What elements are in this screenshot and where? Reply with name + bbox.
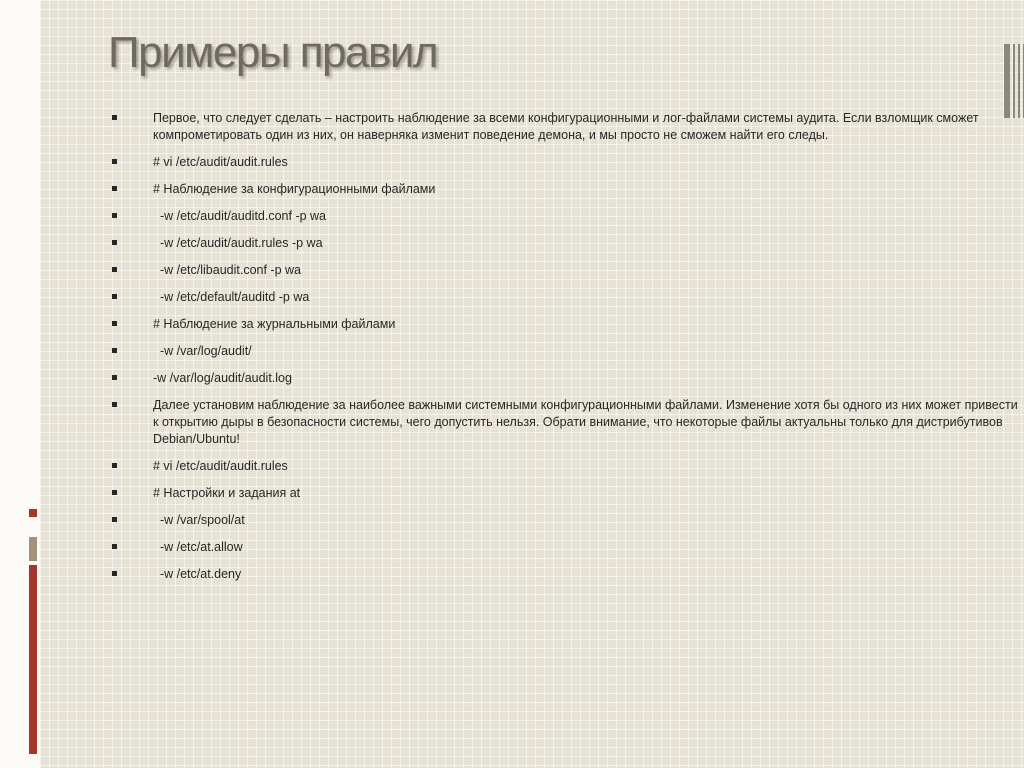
bullet-text: -w /etc/default/auditd -p wa (153, 290, 310, 304)
bullet-item (110, 539, 1024, 556)
bullet-marker-icon (112, 517, 117, 522)
bullet-item (110, 566, 1024, 583)
bullet-item (110, 154, 1024, 171)
bullet-marker-icon (112, 267, 117, 272)
bullet-item (110, 181, 1024, 198)
bullet-list (110, 110, 1024, 593)
bullet-item (110, 458, 1024, 475)
bullet-item (110, 370, 1024, 387)
bullet-marker-icon (112, 294, 117, 299)
bullet-marker-icon (112, 544, 117, 549)
bullet-marker-icon (112, 375, 117, 380)
bullet-marker-icon (112, 571, 117, 576)
bullet-item (110, 289, 1024, 306)
bullet-text: Первое, что следует сделать – настроить наблюдение за всеми конфигурационными и лог-файлами системы аудита. Если взломщик сможет компрометировать один из них, он наверняка изменит поведение демона, и мы просто не сможем найти его следы. (153, 111, 983, 142)
bullet-marker-icon (112, 490, 117, 495)
bullet-marker-icon (112, 186, 117, 191)
bullet-text: -w /var/log/audit/audit.log (153, 371, 292, 385)
bullet-text: -w /etc/libaudit.conf -p wa (153, 263, 301, 277)
bullet-text: Далее установим наблюдение за наиболее важными системными конфигурационными файлами. Изменение хотя бы одного из них может привести к открытию дыры в безопасности системы, чего допустить нельзя. Обрати внимание, что некоторые файлы актуальны только для дистрибутивов Debian/Ubuntu! (153, 398, 1022, 446)
bullet-text: -w /etc/at.allow (153, 540, 243, 554)
bullet-marker-icon (112, 463, 117, 468)
bullet-text: # Наблюдение за журнальными файлами (153, 317, 396, 331)
left-accent-tan-block (29, 537, 37, 561)
left-accent-red-bar (29, 565, 37, 754)
bullet-item (110, 262, 1024, 279)
slide-canvas (40, 0, 1024, 768)
bullet-marker-icon (112, 348, 117, 353)
bullet-text: -w /var/spool/at (153, 513, 245, 527)
title-decoration (1004, 44, 1024, 118)
bullet-marker-icon (112, 321, 117, 326)
bullet-item (110, 316, 1024, 333)
bullet-item (110, 343, 1024, 360)
bullet-marker-icon (112, 402, 117, 407)
bullet-item (110, 110, 1024, 144)
bullet-item (110, 235, 1024, 252)
bullet-text: -w /etc/at.deny (153, 567, 242, 581)
bullet-marker-icon (112, 159, 117, 164)
bullet-text: # Наблюдение за конфигурационными файлами (153, 182, 436, 196)
bullet-item (110, 512, 1024, 529)
bullet-marker-icon (112, 240, 117, 245)
bullet-item (110, 397, 1024, 448)
bullet-text: # Настройки и задания at (153, 486, 301, 500)
bullet-item (110, 485, 1024, 502)
bullet-text: -w /etc/audit/audit.rules -p wa (153, 236, 323, 250)
bullet-text: -w /etc/audit/auditd.conf -p wa (153, 209, 327, 223)
bullet-marker-icon (112, 213, 117, 218)
bullet-text: # vi /etc/audit/audit.rules (153, 459, 288, 473)
bullet-text: # vi /etc/audit/audit.rules (153, 155, 288, 169)
bullet-marker-icon (112, 115, 117, 120)
bullet-item (110, 208, 1024, 225)
slide-title: Примеры правил (108, 28, 438, 77)
bullet-text: -w /var/log/audit/ (153, 344, 252, 358)
left-accent-red-square (29, 509, 37, 517)
